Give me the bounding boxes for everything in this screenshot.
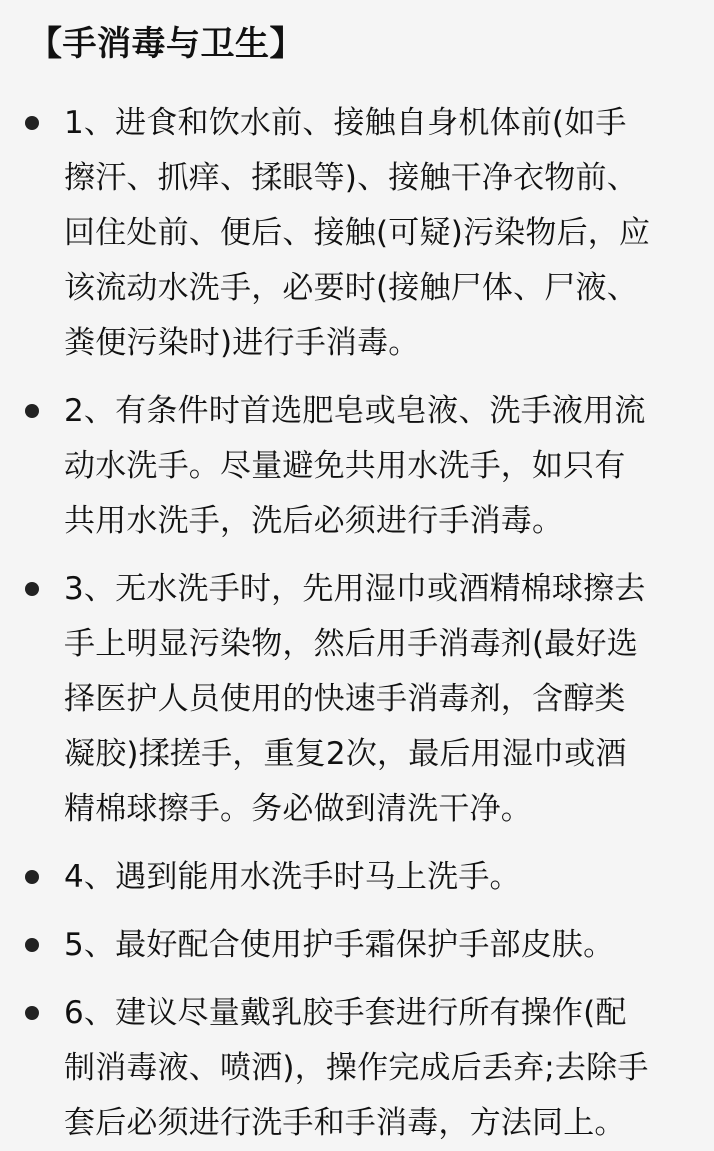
list-item-4: [0, 850, 714, 905]
bullet-icon: [25, 404, 39, 418]
list-item-2: [0, 384, 714, 549]
list-item-6: [0, 986, 714, 1151]
item-line: 6、建议尽量戴乳胶手套进行所有操作(配: [64, 995, 627, 1031]
item-line: 制消毒液、喷洒)，操作完成后丢弃;去除手: [64, 1050, 649, 1086]
bullet-icon: [25, 870, 39, 884]
item-line: 2、有条件时首选肥皂或皂液、洗手液用流: [64, 393, 646, 429]
bullet-icon: [25, 582, 39, 596]
item-line: 1、进食和饮水前、接触自身机体前(如手: [64, 105, 627, 141]
item-line: 套后必须进行洗手和手消毒，方法同上。: [64, 1105, 626, 1141]
item-line: 该流动水洗手，必要时(接触尸体、尸液、: [64, 270, 638, 306]
bullet-icon: [25, 1006, 39, 1020]
item-line: 共用水洗手，洗后必须进行手消毒。: [64, 503, 564, 539]
item-line: 擦汗、抓痒、揉眼等)、接触干净衣物前、: [64, 160, 638, 196]
item-line: 凝胶)揉搓手，重复2次，最后用湿巾或酒: [64, 736, 627, 772]
item-line: 4、遇到能用水洗手时马上洗手。: [64, 859, 521, 895]
bullet-icon: [25, 938, 39, 952]
page-title: 【手消毒与卫生】: [28, 24, 304, 64]
list-item-1: [0, 96, 714, 371]
item-line: 5、最好配合使用护手霜保护手部皮肤。: [64, 927, 615, 963]
item-line: 回住处前、便后、接触(可疑)污染物后，应: [64, 215, 651, 251]
bullet-icon: [25, 116, 39, 130]
item-line: 手上明显污染物，然后用手消毒剂(最好选: [64, 626, 638, 662]
list-item-5: [0, 918, 714, 973]
list-item-3: [0, 562, 714, 837]
item-line: 粪便污染时)进行手消毒。: [64, 325, 420, 361]
guideline-list: [0, 96, 714, 1151]
item-line: 3、无水洗手时，先用湿巾或酒精棉球擦去: [64, 571, 646, 607]
item-line: 精棉球擦手。务必做到清洗干净。: [64, 791, 532, 827]
item-line: 动水洗手。尽量避免共用水洗手，如只有: [64, 448, 626, 484]
item-line: 择医护人员使用的快速手消毒剂，含醇类: [64, 681, 626, 717]
